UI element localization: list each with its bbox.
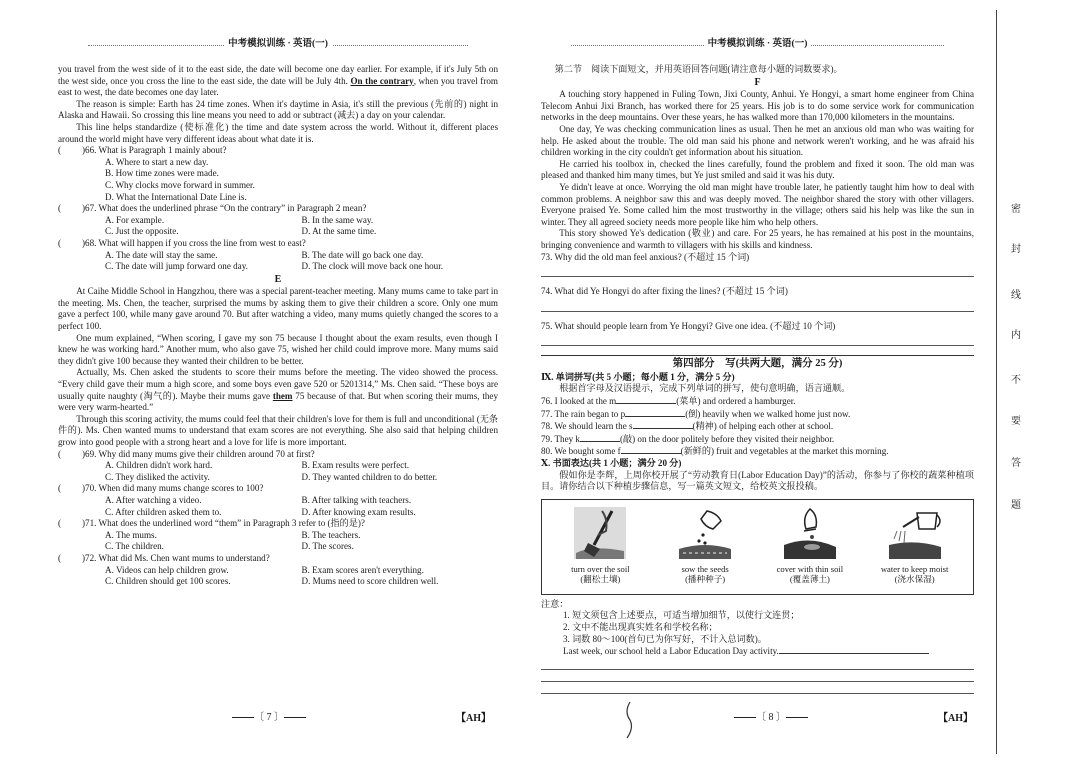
answer-line-73[interactable]: [541, 265, 974, 277]
note-item: 3. 词数 80～100(首句已为你写好，不计入总词数)。: [563, 633, 767, 644]
seal-char: 内: [1011, 330, 1021, 341]
seal-char: 要: [1011, 416, 1021, 427]
section-2-instruction: 第二节 阅读下面短文，并用英语回答问题(请注意每小题的词数要求)。: [554, 64, 843, 74]
option: B. The teachers.: [301, 529, 361, 540]
writing-line[interactable]: [541, 682, 974, 694]
option: A. Where to start a new day.: [105, 156, 209, 167]
spelling-76: 76. I looked at the m (菜单) and ordered a hamburger.: [541, 396, 796, 407]
blank[interactable]: [625, 408, 685, 417]
seal-char: 封: [1011, 244, 1021, 255]
seal-char: 题: [1011, 500, 1021, 511]
paragraph-f2: One day, Ye was checking communication lines as usual. Then he met an anxious old man who was waiting for help. He asked about the trouble. The old man said his phone and network weren't working, and he was afraid his children working in the city couldn't get information about his situation.: [541, 123, 974, 158]
right-page: [541, 0, 974, 694]
part-4-heading: 第四部分 写(共两大题，满分 25 分): [541, 355, 974, 370]
option: A. Videos can help children grow.: [105, 564, 229, 575]
seed-hand-icon: [677, 505, 733, 561]
step-cover-soil: cover with thin soil (覆盖薄土): [762, 505, 858, 594]
option: A. The date will stay the same.: [105, 249, 218, 260]
question-73: 73. Why did the old man feel anxious? (不超过 15 个词): [541, 251, 750, 262]
option: D. What the International Date Line is.: [105, 191, 247, 202]
section-9-instruction: 根据首字母及汉语提示，完成下列单词的拼写，使句意明确，语言通顺。: [559, 383, 851, 394]
paragraph-e1: At Caihe Middle School in Hangzhou, there was a special parent-teacher meeting. Many mums came to take part in the meeting. Ms. Chen, the teacher, surprised the mums by asking them to give their children a score. Only one mum gave a perfect 100, while many gave around 70. But after watching a video, many mums quietly changed the scores to a perfect 100.: [58, 286, 498, 332]
answer-line-74[interactable]: [541, 300, 974, 312]
option: D. The clock will move back one hour.: [301, 261, 444, 272]
option: C. Why clocks move forward in summer.: [105, 179, 255, 190]
paragraph-intro: you travel from the west side of it to the east side, the date will become one day earlier. For example, if it's July 5th on the west side, once you cross the line to the east side, the date will be July 4th. On the contrary, when you travel from east to west, the date becomes one day later.: [58, 64, 498, 98]
page-header-right: 中考模拟训练 · 英语(一): [541, 38, 974, 52]
question-66: ( )66. What is Paragraph 1 mainly about? A. Where to start a new day. B. How time zones were made. C. Why clocks move forward in summer. D. What the International Date Line is.: [58, 145, 498, 203]
page-header-left: 中考模拟训练 · 英语(一): [58, 38, 498, 52]
planting-steps-box: [541, 499, 974, 595]
writing-line[interactable]: [541, 670, 974, 682]
spelling-80: 80. We bought some f (新鲜的) fruit and vegetables at the market this morning.: [541, 446, 889, 457]
option: B. How time zones were made.: [105, 168, 219, 179]
option: B. Exam results were perfect.: [301, 460, 410, 471]
page-number-right: 〔 8 〕: [734, 708, 808, 723]
cover-soil-icon: [782, 505, 838, 561]
option: D. They wanted children to do better.: [301, 471, 438, 482]
shovel-icon: [572, 505, 628, 561]
option: C. The date will jump forward one day.: [105, 261, 248, 272]
spelling-79: 79. They k (敲) on the door politely before they visited their neighbor.: [541, 433, 835, 444]
brand-mark-right: 【AH】: [938, 713, 973, 724]
option: B. The date will go back one day.: [301, 249, 424, 260]
paragraph-e3: Actually, Ms. Chen asked the students to score their mums before the meeting. The video showed the process. “Every child gave their mum a high score, and some boys even gave 520 or 5201314,” Ms. Chen said. “These boys are usually quite naughty (淘气的). Maybe their mums gave them 75 because of that. But when scoring their mums, they were very warm-hearted.”: [58, 367, 498, 413]
question-70: ( )70. When did many mums change scores to 100? A. After watching a video. B. After talking with teachers. C. After children asked them to. D. After knowing exam results.: [58, 483, 498, 518]
writing-notes: 注意： 1. 短文须包含上述要点，可适当增加细节，以使行文连贯； 2. 文中不能出现真实姓名和学校名称； 3. 词数 80～100(首句已为你写好，不计入总词数)。 Last week, our school held a Labor Education Day activity.: [541, 599, 974, 658]
option: B. Exam scores aren't everything.: [301, 564, 424, 575]
option: D. After knowing exam results.: [301, 506, 416, 517]
spelling-77: 77. The rain began to p (倒) heavily when we walked home just now.: [541, 408, 851, 419]
option: D. Mums need to score children well.: [301, 576, 439, 587]
paragraph-f3: He carried his toolbox in, checked the lines carefully, found the problem and fixed it soon. The old man was pleased and thanked him many times, but Ye just smiled and said it was his duty.: [541, 158, 974, 181]
option: C. The children.: [105, 541, 164, 552]
question-69: ( )69. Why did many mums give their children around 70 at first? A. Children didn't work hard. B. Exam results were perfect. C. They disliked the activity. D. They wanted children to do better.: [58, 449, 498, 484]
option: C. Just the opposite.: [105, 226, 179, 237]
brand-mark-left: 【AH】: [456, 713, 491, 724]
question-71: ( )71. What does the underlined word “them” in Paragraph 3 refer to (指的是)? A. The mums. B. The teachers. C. The children. D. The scores.: [58, 518, 498, 553]
seal-char: 密: [1011, 204, 1021, 215]
writing-prompt: 假如你是李辉，上周你校开展了“劳动教育日(Labor Education Day)”的活动，你参与了你校的蔬菜种植项目。请你结合以下种植步骤信息，写一篇英文短文，给校英文报投稿。: [541, 469, 974, 492]
page-number-left: 〔 7 〕: [232, 708, 306, 723]
underlined-on-the-contrary: On the contrary: [350, 75, 414, 86]
section-e-heading: E: [274, 273, 282, 285]
option: A. The mums.: [105, 529, 157, 540]
paragraph-e2: One mum explained, “When scoring, I gave my son 75 because I thought about the exam results, even though I knew he was working hard.” Another mum, who also gave 75, wished her child could improve more. Many mums said they didn't give 100 because they wanted their children to be better.: [58, 332, 498, 366]
section-10-heading: Ⅹ. 书面表达(共 1 小题；满分 20 分): [541, 458, 682, 469]
option: C. After children asked them to.: [105, 506, 222, 517]
option: B. After talking with teachers.: [301, 494, 412, 505]
left-page: [58, 0, 498, 588]
paragraph-standardize: This line helps standardize (使标准化) the time and date system across the world. Without it, different places around the world might have very different ideas about what date it is.: [58, 121, 498, 144]
blank[interactable]: [580, 433, 620, 442]
watering-can-icon: [887, 505, 943, 561]
seal-char: 不: [1011, 375, 1021, 386]
blank[interactable]: [621, 445, 681, 454]
paragraph-f4: Ye didn't leave at once. Worrying the old man might have trouble later, he patiently taught him how to deal with common problems. A neighbor saw this and was deeply moved. The neighbor shared the story with other villagers. Everyone praised Ye. Some called him the most trustworthy in the village; others said his help was like the sun in winter. They all agreed society needs more people like him who help others.: [541, 181, 974, 227]
paragraph-f1: A touching story happened in Fuling Town, Jixi County, Anhui. Ye Hongyi, a smart home engineer from China Telecom Anhui Jixi Branch, has worked there for 25 years. His job is to do some service work for communication networks in the deep mountains. Over these years, he has walked more than 170,000 kilometers in the mountains.: [541, 89, 974, 123]
option: D. At the same time.: [301, 226, 377, 237]
paragraph-f5: This story showed Ye's dedication (敬业) and care. For 25 years, he has remained at his post in the mountains, bringing convenience and warmth to villagers with his skills and kindness.: [541, 228, 974, 250]
step-turn-soil: turn over the soil (翻松土壤): [552, 505, 648, 594]
section-9-heading: Ⅸ. 单词拼写(共 5 小题；每小题 1 分，满分 5 分): [541, 371, 735, 382]
binding-line: [996, 10, 997, 754]
question-74: 74. What did Ye Hongyi do after fixing the lines? (不超过 15 个词): [541, 286, 788, 297]
option: A. For example.: [105, 214, 165, 225]
step-water: water to keep moist (浇水保湿): [867, 505, 963, 594]
answer-line-75[interactable]: [541, 334, 974, 346]
option: B. In the same way.: [301, 214, 374, 225]
note-item: 1. 短文须包含上述要点，可适当增加细节，以使行文连贯；: [563, 610, 800, 621]
underlined-them: them: [272, 390, 293, 401]
note-item: 2. 文中不能出现真实姓名和学校名称；: [563, 622, 718, 632]
question-72: ( )72. What did Ms. Chen want mums to understand? A. Videos can help children grow. B. Exam scores aren't everything. C. Children should get 100 scores. D. Mums need to score children well.: [58, 553, 498, 588]
option: A. Children didn't work hard.: [105, 460, 213, 471]
seal-char: 线: [1011, 290, 1021, 301]
paragraph-reason: The reason is simple: Earth has 24 time zones. When it's daytime in Asia, it's still the previous (先前的) night in Alaska and Hawaii. So crossing this line means you need to add or subtract (减去) a day on your calendar.: [58, 98, 498, 121]
question-67: ( )67. What does the underlined phrase “On the contrary” in Paragraph 2 mean? A. For example. B. In the same way. C. Just the opposite. D. At the same time.: [58, 203, 498, 238]
seal-char: 答: [1011, 458, 1021, 469]
option: C. Children should get 100 scores.: [105, 576, 231, 587]
blank[interactable]: [633, 420, 693, 429]
paragraph-e4: Through this scoring activity, the mums could feel that their children's love for them is full and unconditional (无条件的). Ms. Chen wanted mums to understand that exam scores are not everything. She also said that helping children grow into good people with a strong heart and a love for life is more important.: [58, 413, 498, 447]
spelling-78: 78. We should learn the s (精神) of helping each other at school.: [541, 421, 834, 432]
option: A. After watching a video.: [105, 494, 202, 505]
first-sentence: Last week, our school held a Labor Education Day activity.: [541, 645, 974, 658]
step-sow-seeds: sow the seeds (播种种子): [657, 505, 753, 594]
option: C. They disliked the activity.: [105, 471, 210, 482]
section-f-heading: F: [754, 76, 761, 88]
option: D. The scores.: [301, 541, 354, 552]
writing-line[interactable]: [541, 658, 974, 670]
question-68: ( )68. What will happen if you cross the line from west to east? A. The date will stay the same. B. The date will go back one day. C. The date will jump forward one day. D. The clock will move back one hour.: [58, 238, 498, 273]
question-75: 75. What should people learn from Ye Hongyi? Give one idea. (不超过 10 个词): [541, 320, 836, 331]
fold-mark-icon: [622, 700, 636, 740]
blank[interactable]: [779, 645, 929, 654]
blank[interactable]: [616, 395, 676, 404]
